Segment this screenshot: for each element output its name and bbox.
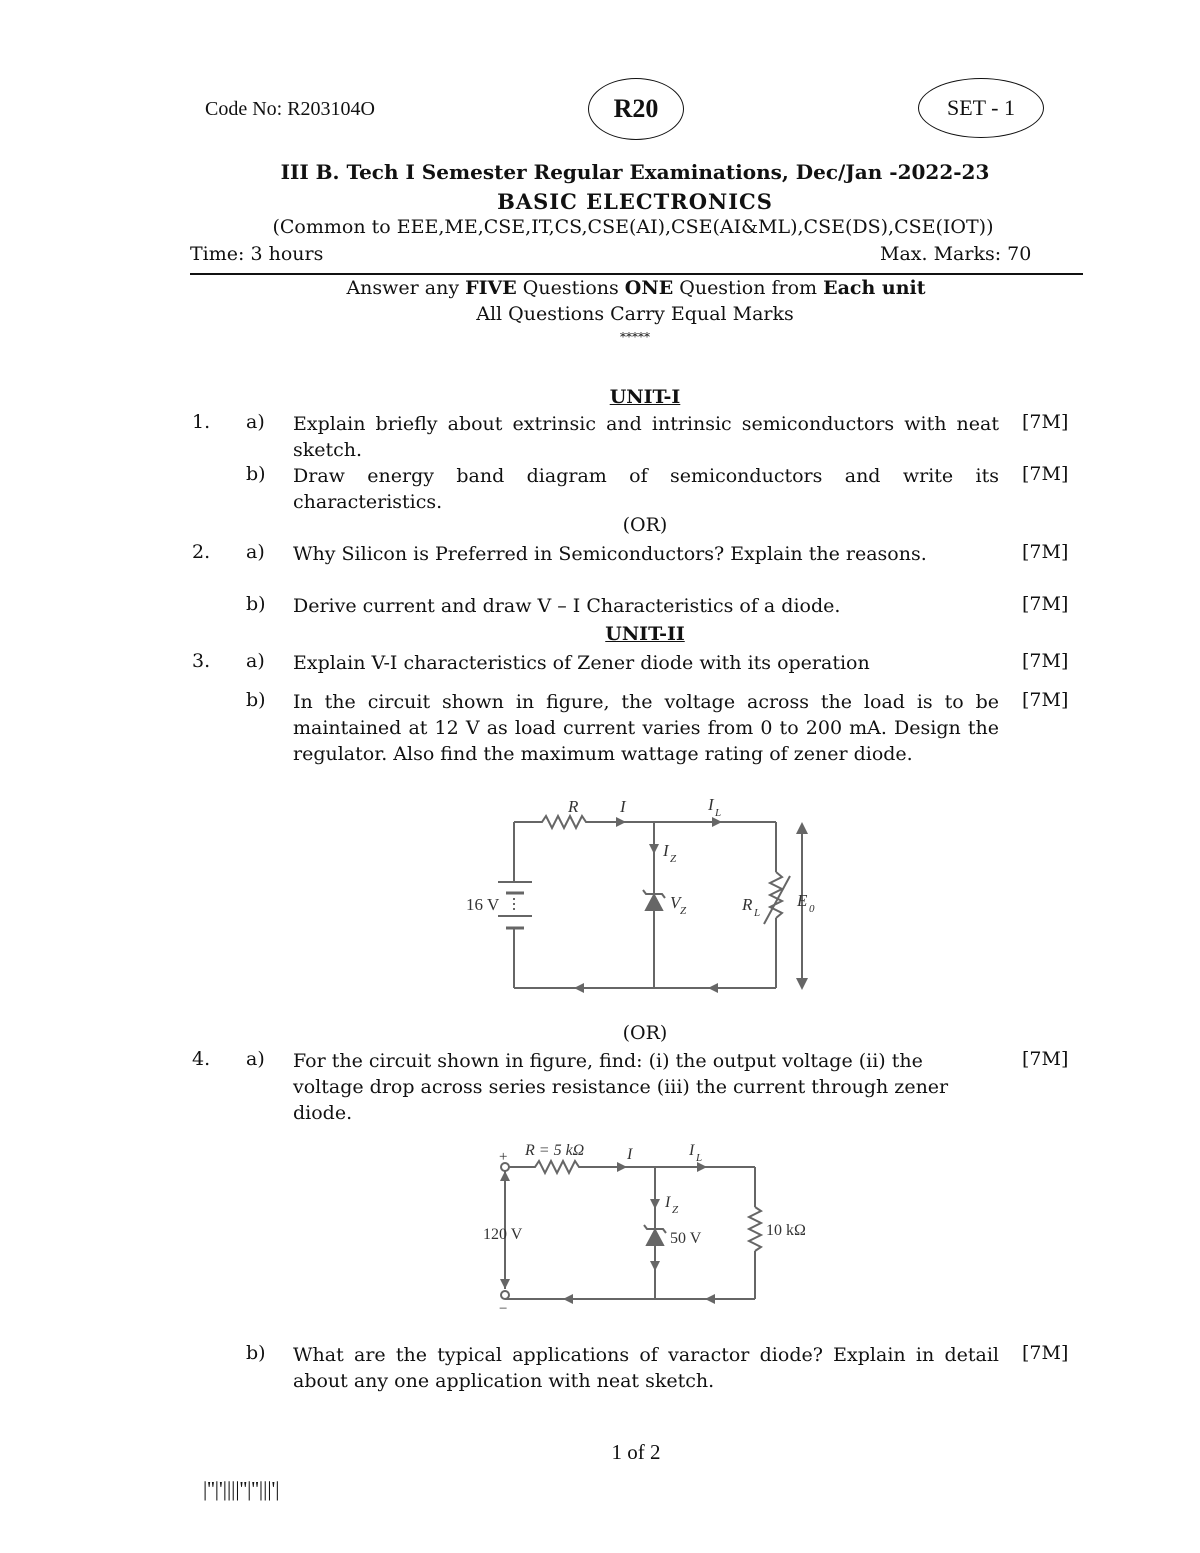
code-number: Code No: R203104O xyxy=(205,98,375,120)
c2-label-rl: 10 kΩ xyxy=(766,1222,806,1239)
q3a-text: Explain V-I characteristics of Zener diode with its operation xyxy=(293,652,870,674)
page-number: 1 of 2 xyxy=(611,1440,661,1464)
zener-regulator-circuit-1 xyxy=(450,790,840,1000)
or-separator-2: (OR) xyxy=(622,1022,668,1044)
q4a-text: For the circuit shown in figure, find: (i) the output voltage (ii) the voltage drop across series resistance (iii) the current through zener diode. xyxy=(293,1050,949,1124)
c1-label-vz-sub: Z xyxy=(680,905,687,917)
q2a-marks: [7M] xyxy=(1022,541,1069,563)
c2-label-r: R = 5 kΩ xyxy=(525,1142,585,1159)
instr-one: ONE xyxy=(624,277,674,299)
c2-label-il-sub: L xyxy=(696,1152,703,1164)
or-separator: (OR) xyxy=(622,514,668,536)
q1b-label: b) xyxy=(246,463,266,485)
common-branches: (Common to EEE,ME,CSE,IT,CS,CSE(AI),CSE(AI&ML),CSE(DS),CSE(IOT)) xyxy=(272,216,994,238)
c2-label-minus: − xyxy=(499,1301,508,1315)
q2-number: 2. xyxy=(192,541,211,563)
c1-top-wire xyxy=(514,816,776,828)
c1-label-source: 16 V xyxy=(466,895,500,914)
c1-label-il: I xyxy=(708,795,714,814)
c2-arrow-i xyxy=(617,1162,627,1172)
c2-zener-diode xyxy=(644,1225,666,1245)
q4a-marks: [7M] xyxy=(1022,1048,1069,1070)
c1-label-il-sub: L xyxy=(715,807,722,819)
c1-label-rl-sub: L xyxy=(754,907,761,919)
q3b-marks: [7M] xyxy=(1022,689,1069,711)
c2-arrow-bottom-left xyxy=(563,1294,573,1304)
instr-part3: Question from xyxy=(679,277,818,299)
c2-load-resistor xyxy=(749,1207,761,1251)
c2-arrow-source-top xyxy=(500,1171,510,1181)
zener-regulator-circuit-2 xyxy=(475,1135,835,1315)
set-badge: SET - 1 xyxy=(918,78,1044,138)
c1-arrow-eo-bottom xyxy=(796,978,808,990)
exam-title: III B. Tech I Semester Regular Examinations, Dec/Jan -2022-23 xyxy=(280,160,990,184)
c1-arrow-bottom-right xyxy=(708,983,718,993)
subject-title: BASIC ELECTRONICS xyxy=(497,189,773,214)
c1-arrow-bottom-left xyxy=(574,983,584,993)
c2-label-iz: I xyxy=(665,1194,671,1211)
q3b-text: In the circuit shown in figure, the voltage across the load is to be maintained at 12 V as load current varies from 0 to 200 mA. Design the regulator. Also find the maximum wattage rating of zener diode. xyxy=(293,691,999,765)
q1b-marks: [7M] xyxy=(1022,463,1069,485)
instr-part2: Questions xyxy=(522,277,619,299)
separator-stars: ***** xyxy=(620,330,650,344)
c1-label-i: I xyxy=(620,797,626,816)
exam-time: Time: 3 hours xyxy=(190,243,324,265)
c2-arrow-bottom-right xyxy=(705,1294,715,1304)
barcode: |''|'||||''|''|||'| xyxy=(203,1477,280,1501)
q4b-marks: [7M] xyxy=(1022,1342,1069,1364)
c2-label-source: 120 V xyxy=(483,1226,523,1243)
q3a-marks: [7M] xyxy=(1022,650,1069,672)
q2b-marks: [7M] xyxy=(1022,593,1069,615)
c2-arrow-source-bottom xyxy=(500,1279,510,1289)
c1-arrow-iz xyxy=(649,844,659,854)
header-divider xyxy=(190,273,1083,275)
c2-arrow-iz-lower xyxy=(650,1261,660,1271)
q1a-text: Explain briefly about extrinsic and intrinsic semiconductors with neat sketch. xyxy=(293,413,999,461)
q4a-label: a) xyxy=(246,1048,265,1070)
instructions xyxy=(0,277,1200,299)
c2-label-plus: + xyxy=(499,1149,508,1165)
c1-label-iz-sub: Z xyxy=(670,853,677,865)
c2-label-iz-sub: Z xyxy=(672,1204,679,1216)
c1-label-rl: R xyxy=(742,895,753,914)
q2a-text: Why Silicon is Preferred in Semiconductors? Explain the reasons. xyxy=(293,543,927,565)
c1-label-iz: I xyxy=(663,841,669,860)
q2a-label: a) xyxy=(246,541,265,563)
equal-marks-note: All Questions Carry Equal Marks xyxy=(476,303,794,325)
c2-label-il: I xyxy=(689,1142,695,1159)
instr-five: FIVE xyxy=(465,277,517,299)
q4b-text: What are the typical applications of varactor diode? Explain in detail about any one application with neat sketch. xyxy=(293,1344,999,1392)
unit-2-heading: UNIT-II xyxy=(605,623,685,645)
c1-zener-diode xyxy=(643,890,665,910)
q3-number: 3. xyxy=(192,650,211,672)
c1-label-eo-sub: 0 xyxy=(809,903,815,915)
q1-number: 1. xyxy=(192,411,211,433)
c1-arrow-eo-top xyxy=(796,822,808,834)
c2-arrow-iz xyxy=(650,1199,660,1209)
q3a-label: a) xyxy=(246,650,265,672)
c2-label-i: I xyxy=(627,1146,633,1163)
q1a-marks: [7M] xyxy=(1022,411,1069,433)
q4-number: 4. xyxy=(192,1048,211,1070)
q3b-label: b) xyxy=(246,689,266,711)
max-marks: Max. Marks: 70 xyxy=(880,243,1032,265)
c1-arrow-i xyxy=(616,817,626,827)
c1-label-vz: V xyxy=(670,893,681,912)
q1a-label: a) xyxy=(246,411,265,433)
instr-each-unit: Each unit xyxy=(823,277,926,299)
c2-label-vz: 50 V xyxy=(670,1230,702,1247)
c1-label-r: R xyxy=(568,797,579,816)
instr-part1: Answer any xyxy=(346,277,460,299)
q4b-label: b) xyxy=(246,1342,266,1364)
q2b-text: Derive current and draw V – I Characteristics of a diode. xyxy=(293,595,841,617)
regulation-badge: R20 xyxy=(588,78,684,140)
unit-1-heading: UNIT-I xyxy=(609,386,681,408)
q1b-text: Draw energy band diagram of semiconductors and write its characteristics. xyxy=(293,465,999,513)
q2b-label: b) xyxy=(246,593,266,615)
c1-label-eo: E xyxy=(797,891,808,910)
